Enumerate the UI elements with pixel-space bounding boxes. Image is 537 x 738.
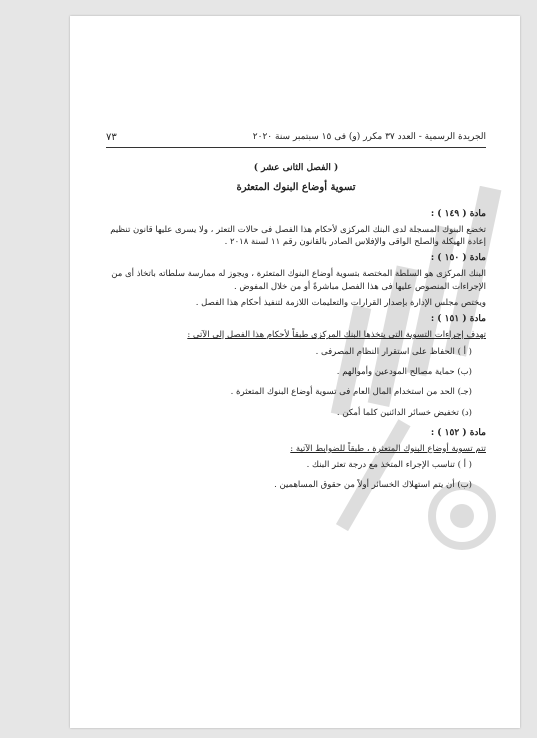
article-151 — [106, 313, 486, 419]
list-item: ( أ ) تناسب الإجراء المتخذ مع درجة تعثر البنك . — [306, 460, 472, 471]
list-item: (ب) حماية مصالح المودعين وأموالهم . — [336, 366, 472, 377]
document-body — [106, 134, 486, 500]
article-paragraph: تهدف إجراءات التسوية التى يتخذها البنك المركزى طبقاً لأحكام هذا الفصل إلى الآتى : — [187, 330, 486, 341]
article-item-list — [106, 459, 486, 492]
list-item: (ب) أن يتم استهلاك الخسائر أولاً من حقوق المساهمين . — [274, 480, 472, 491]
list-item: ( أ ) الحفاظ على استقرار النظام المصرفى . — [315, 346, 472, 357]
document-page — [70, 16, 520, 728]
chapter-title: تسوية أوضاع البنوك المتعثرة — [236, 182, 356, 194]
article-item-list — [106, 346, 486, 419]
article-heading: مادة ( ١٤٩ ) : — [430, 208, 486, 219]
article-paragraph: تتم تسوية أوضاع البنوك المتعثرة ، طبقاً للضوابط الآتية : — [290, 443, 486, 454]
list-item: (جـ) الحد من استخدام المال العام فى تسوية أوضاع البنوك المتعثرة . — [230, 387, 472, 398]
article-paragraph: البنك المركزى هو السلطة المختصة بتسوية أوضاع البنوك المتعثرة ، ويجوز له ممارسة سلطاته باتخاذ أى من الإجراءات المنصوص عليها فى هذا الفصل مباشرةً أو من خلال المفوض . — [111, 269, 486, 292]
running-title: الجريدة الرسمية - العدد ٣٧ مكرر (و) فى ١٥ سبتمبر سنة ٢٠٢٠ — [252, 132, 486, 142]
article-heading: مادة ( ١٥١ ) : — [430, 314, 486, 325]
article-heading: مادة ( ١٥٠ ) : — [430, 253, 486, 264]
article-paragraph: تخضع البنوك المسجلة لدى البنك المركزى لأحكام هذا الفصل فى حالات التعثر ، ولا يسرى عليها قانون تنظيم إعادة الهيكلة والصلح الواقى والإفلاس الصادر بالقانون رقم ١١ لسنة ٢٠١٨ . — [110, 224, 486, 247]
article-149 — [106, 208, 486, 249]
chapter-number: ( الفصل الثانى عشر ) — [253, 163, 339, 173]
article-heading: مادة ( ١٥٢ ) : — [430, 427, 486, 438]
article-152 — [106, 427, 486, 492]
article-150 — [106, 252, 486, 309]
page-number: ٧٣ — [106, 132, 117, 143]
article-paragraph: ويختص مجلس الإدارة بإصدار القرارات والتعليمات اللازمة لتنفيذ أحكام هذا الفصل . — [195, 297, 486, 308]
list-item: (د) تخفيض خسائر الدائنين كلما أمكن . — [336, 407, 472, 418]
